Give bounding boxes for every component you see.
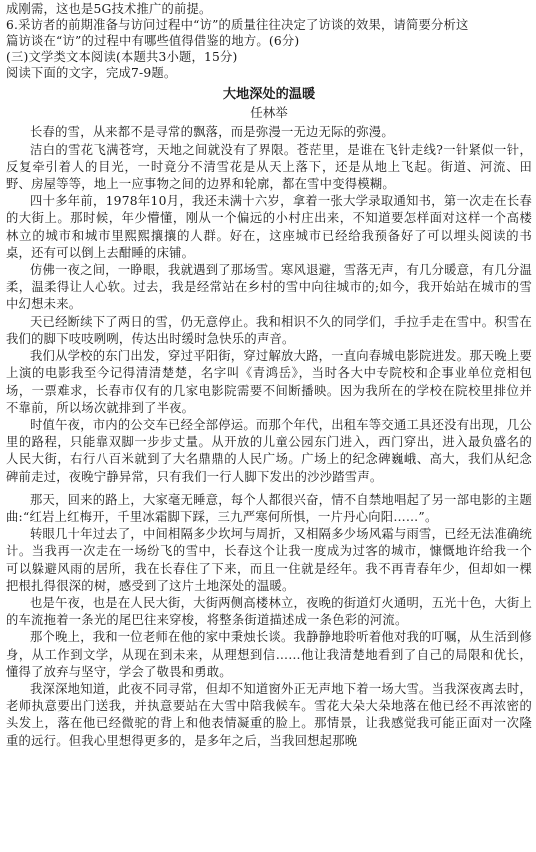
article-paragraph: 那个晚上，我和一位老师在他的家中秉烛长谈。我静静地聆听着他对我的叮嘱，从生活到修身，从工作到文学，从现在到未来，从理想到信……他让我清楚地看到了自己的局限和优长，懂得了放弃与坚守，学会了敬畏和勇敢。 [6, 630, 532, 679]
article-paragraph: 我深深地知道，此夜不同寻常，但却不知道窗外正无声地下着一场大雪。当我深夜离去时，老师执意要出门送我，并执意要站在大雪中陪我候车。雪花大朵大朵地落在他已经不再浓密的头发上，落在他已经微驼的背上和他表情凝重的脸上。那情景，让我感觉我可能正面对一次隆重的远行。但我心里想得更多的，是多年之后，当我回想起那晚 [6, 681, 532, 748]
article-paragraph: 我们从学校的东门出发，穿过平阳街，穿过解放大路，一直向春城电影院进发。那天晚上要上演的电影我至今记得清清楚楚，名字叫《青鸿岳》，当时各大中专院校和企事业单位竞相包场，一票难求，长春市仅有的几家电影院需要不间断播映。因为我所在的学校在院校里排位并不靠前，所以场次就排到了半夜。 [6, 349, 532, 415]
article-paragraph: 时值午夜，市内的公交车已经全部停运。而那个年代，出租车等交通工具还没有出现，几公里的路程，只能靠双脚一步步丈量。从开放的儿童公园东门进入，西门穿出，进入最负盛名的人民大街，右行八百米就到了大名鼎鼎的人民广场。广场上的纪念碑巍峨、高大，我们从纪念碑前走过，夜晚宁静异常，只有我们一行人脚下发出的沙沙踏雪声。 [6, 417, 532, 484]
article-paragraph: 仿佛一夜之间，一睁眼，我就遇到了那场雪。寒风退避，雪落无声，有几分暖意，有几分温柔，温柔得让人心软。过去，我是经常站在乡村的雪中向往城市的;如今，我开始站在城市的雪中幻想未来。 [6, 263, 532, 312]
article-author: 任林举 [250, 105, 288, 121]
article-paragraph: 那天，回来的路上，大家毫无睡意，每个人都很兴奋，情不自禁地唱起了另一部电影的主题曲:“红岩上红梅开，千里冰霜脚下踩，三九严寒何所惧，一片丹心向阳……”。 [6, 492, 532, 524]
article-paragraph: 洁白的雪花飞满苍穹，天地之间就没有了界限。苍茫里，是谁在飞针走线?一针紧似一针，反复牵引着人的目光，一时竟分不清雪花是从天上落下，还是从地上飞起。街道、河流、田野、房屋等等，地上一应事物之间的边界和轮廓，都在雪中变得模糊。 [6, 142, 532, 192]
article-title: 大地深处的温暖 [222, 87, 316, 103]
article-paragraph: 长春的雪，从来都不是寻常的飘落，而是弥漫一无边无际的弥漫。 [30, 125, 394, 140]
section-heading: (三)文学类文本阅读(本题共3小题，15分) [6, 49, 238, 64]
exam-page [6, 2, 532, 750]
question-5-tail: 成刚需，这也是5G技术推广的前提。 [6, 2, 212, 16]
article-paragraph: 四十多年前，1978年10月，我还未满十六岁，拿着一张大学录取通知书，第一次走在长春的大街上。那时候，年少懵懂，刚从一个偏远的小村庄出来，不知道要怎样面对这样一个高楼林立的城市和城市里熙熙攘攘的人群。好在，这座城市已经给我预备好了可以埋头阅读的书桌，还有可以倒上去酣睡的床铺。 [6, 194, 532, 260]
article-paragraph: 转眼几十年过去了，中间相隔多少坎坷与周折，又相隔多少场风霜与雨雪，已经无法准确统计。当我再一次走在一场纷飞的雪中，长春这个让我一度成为过客的城市，慷慨地许给我一个可以躲避风雨的居所，我在长春住了下来，而且一住就是经年。我不再青春年少，但却如一棵把根扎得很深的树，感受到了这片土地深处的温暖。 [6, 527, 532, 593]
reading-instruction: 阅读下面的文字，完成7-9题。 [6, 65, 177, 80]
question-6-line-2: 篇访谈在“访”的过程中有哪些值得借鉴的地方。(6分) [6, 33, 300, 48]
article-paragraph: 也是午夜，也是在人民大街，大街两侧高楼林立，夜晚的街道灯火通明，五光十色，大街上的车流拖着一条光的尾巴往来穿梭，将整条街道描述成一条色彩的河流。 [6, 595, 532, 628]
question-6-line-1: 6.采访者的前期准备与访问过程中“访”的质量往往决定了访谈的效果，请简要分析这 [6, 17, 469, 32]
article-paragraph: 天已经断续下了两日的雪，仍无意停止。我和相识不久的同学们，手拉手走在雪中。积雪在我们的脚下吱吱咧咧，传达出时缓时急快乐的声音。 [6, 314, 532, 346]
